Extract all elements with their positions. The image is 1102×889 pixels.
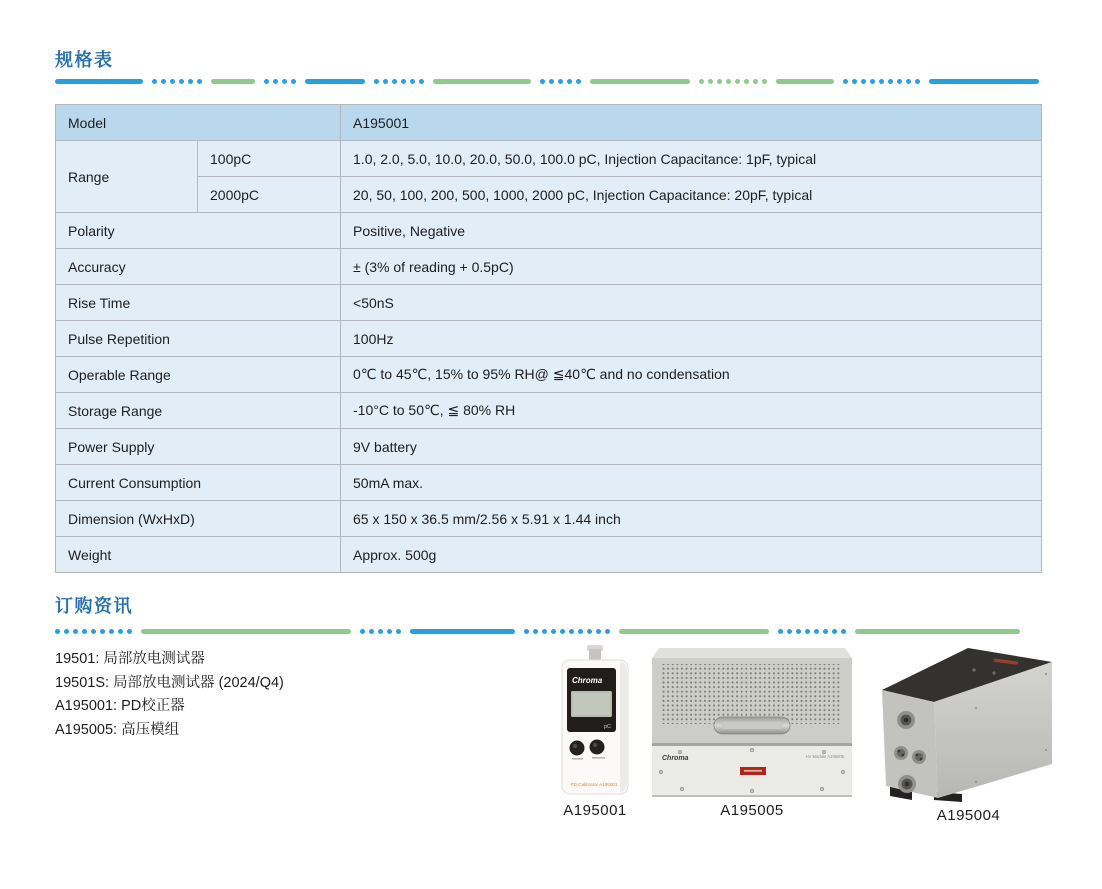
separator-dot xyxy=(549,79,554,84)
separator-dot xyxy=(906,79,911,84)
separator-dot xyxy=(383,79,388,84)
separator-dash xyxy=(55,79,143,84)
separator-dot xyxy=(378,629,383,634)
separator-dot xyxy=(264,79,269,84)
separator-dot xyxy=(567,79,572,84)
spec-label-cell: Operable Range xyxy=(56,357,341,393)
spec-value-cell: <50nS xyxy=(341,285,1042,321)
spec-label-cell: Polarity xyxy=(56,213,341,249)
separator-dot xyxy=(82,629,87,634)
separator-dot xyxy=(118,629,123,634)
separator-dots xyxy=(699,79,767,84)
separator-dots xyxy=(374,79,424,84)
separator-dots xyxy=(540,79,581,84)
separator-dot xyxy=(558,79,563,84)
separator-dot xyxy=(188,79,193,84)
separator-dot xyxy=(396,629,401,634)
separator-dot xyxy=(401,79,406,84)
separator-dot xyxy=(699,79,704,84)
separator-dot xyxy=(814,629,819,634)
separator-dot xyxy=(762,79,767,84)
separator-dot xyxy=(852,79,857,84)
spec-label-cell: Storage Range xyxy=(56,393,341,429)
separator-dots xyxy=(360,629,401,634)
separator-dot xyxy=(708,79,713,84)
spec-value-cell: ± (3% of reading + 0.5pC) xyxy=(341,249,1042,285)
spec-table-row xyxy=(56,177,1042,213)
separator-dash xyxy=(776,79,834,84)
spec-table-row xyxy=(56,429,1042,465)
product-image-a195001 xyxy=(548,645,642,797)
spec-table-row xyxy=(56,357,1042,393)
separator-dash xyxy=(855,629,1020,634)
separator-dot xyxy=(744,79,749,84)
separator-dot xyxy=(152,79,157,84)
ordering-item: A195001: PD校正器 xyxy=(55,698,185,714)
spec-table-body xyxy=(56,105,1042,573)
separator-dot xyxy=(843,79,848,84)
decorative-separator xyxy=(55,78,1041,84)
spec-table-row xyxy=(56,393,1042,429)
spec-label-cell: Current Consumption xyxy=(56,465,341,501)
spec-table-row xyxy=(56,465,1042,501)
separator-dot xyxy=(753,79,758,84)
separator-dot xyxy=(419,79,424,84)
spec-label-cell: Model xyxy=(56,105,341,141)
spec-value-cell: 65 x 150 x 36.5 mm/2.56 x 5.91 x 1.44 inch xyxy=(341,501,1042,537)
separator-dots xyxy=(152,79,202,84)
separator-dot xyxy=(55,629,60,634)
spec-value-cell: 50mA max. xyxy=(341,465,1042,501)
separator-dot xyxy=(542,629,547,634)
separator-dot xyxy=(291,79,296,84)
separator-dot xyxy=(578,629,583,634)
product-figure-a195004 xyxy=(876,640,1061,824)
separator-dot xyxy=(170,79,175,84)
ordering-item: 19501: 局部放电测试器 xyxy=(55,651,205,667)
separator-dots xyxy=(524,629,610,634)
separator-dot xyxy=(197,79,202,84)
separator-dash xyxy=(305,79,365,84)
separator-dot xyxy=(540,79,545,84)
spec-label-cell: Rise Time xyxy=(56,285,341,321)
ordering-section-title: 订购资讯 xyxy=(55,596,133,616)
separator-dot xyxy=(717,79,722,84)
spec-table-row xyxy=(56,105,1042,141)
spec-table-row xyxy=(56,285,1042,321)
separator-dot xyxy=(870,79,875,84)
separator-dot xyxy=(127,629,132,634)
ordering-item: A195005: 高压模组 xyxy=(55,721,180,738)
decorative-separator xyxy=(55,628,1041,634)
separator-dot xyxy=(524,629,529,634)
product-image-a195004 xyxy=(876,640,1061,802)
panel-model-text: HV Module A195005 xyxy=(805,754,844,759)
spec-label-cell: Weight xyxy=(56,537,341,573)
separator-dot xyxy=(64,629,69,634)
product-figure-a195001 xyxy=(548,645,642,819)
separator-dot xyxy=(369,629,374,634)
spec-subrange-cell: 2000pC xyxy=(198,177,341,213)
separator-dot xyxy=(587,629,592,634)
separator-dash xyxy=(619,629,769,634)
separator-dot xyxy=(897,79,902,84)
separator-dot xyxy=(161,79,166,84)
separator-dash xyxy=(211,79,255,84)
separator-dot xyxy=(596,629,601,634)
spec-value-cell: 0℃ to 45℃, 15% to 95% RH@ ≦40℃ and no condensation xyxy=(341,357,1042,393)
spec-table xyxy=(55,104,1042,573)
spec-value-cell: -10°C to 50℃, ≦ 80% RH xyxy=(341,393,1042,429)
spec-table-row xyxy=(56,249,1042,285)
spec-table-row xyxy=(56,321,1042,357)
separator-dot xyxy=(787,629,792,634)
spec-section-title: 规格表 xyxy=(55,50,114,70)
separator-dot xyxy=(888,79,893,84)
separator-dot xyxy=(796,629,801,634)
separator-dot xyxy=(832,629,837,634)
separator-dot xyxy=(735,79,740,84)
separator-dot xyxy=(805,629,810,634)
spec-table-row xyxy=(56,141,1042,177)
spec-label-cell: Range xyxy=(56,141,198,213)
spec-subrange-cell: 100pC xyxy=(198,141,341,177)
spec-value-cell: 100Hz xyxy=(341,321,1042,357)
spec-value-cell: 20, 50, 100, 200, 500, 1000, 2000 pC, Injection Capacitance: 20pF, typical xyxy=(341,177,1042,213)
separator-dash xyxy=(590,79,690,84)
separator-dash xyxy=(433,79,531,84)
spec-table-row xyxy=(56,501,1042,537)
separator-dot xyxy=(560,629,565,634)
separator-dot xyxy=(823,629,828,634)
product-label-a195005: A195005 xyxy=(720,802,784,819)
separator-dash xyxy=(141,629,351,634)
spec-label-cell: Accuracy xyxy=(56,249,341,285)
separator-dot xyxy=(778,629,783,634)
spec-table-row xyxy=(56,537,1042,573)
separator-dot xyxy=(861,79,866,84)
product-figure-a195005 xyxy=(652,648,852,819)
separator-dot xyxy=(576,79,581,84)
separator-dot xyxy=(410,79,415,84)
product-image-a195005 xyxy=(652,648,852,797)
brand-logo-text: Chroma xyxy=(572,676,603,685)
separator-dot xyxy=(282,79,287,84)
separator-dot xyxy=(179,79,184,84)
spec-label-cell: Power Supply xyxy=(56,429,341,465)
separator-dot xyxy=(915,79,920,84)
spec-value-cell: 1.0, 2.0, 5.0, 10.0, 20.0, 50.0, 100.0 pC, Injection Capacitance: 1pF, typical xyxy=(341,141,1042,177)
separator-dot xyxy=(392,79,397,84)
separator-dot xyxy=(841,629,846,634)
brand-logo-text: Chroma xyxy=(662,755,689,762)
separator-dot xyxy=(73,629,78,634)
separator-dot xyxy=(879,79,884,84)
spec-table-row xyxy=(56,213,1042,249)
spec-value-cell: A195001 xyxy=(341,105,1042,141)
separator-dots xyxy=(778,629,846,634)
separator-dot xyxy=(387,629,392,634)
spec-value-cell: Approx. 500g xyxy=(341,537,1042,573)
separator-dash xyxy=(410,629,515,634)
spec-label-cell: Pulse Repetition xyxy=(56,321,341,357)
separator-dot xyxy=(91,629,96,634)
ordering-item: 19501S: 局部放电测试器 (2024/Q4) xyxy=(55,674,284,691)
separator-dot xyxy=(569,629,574,634)
separator-dot xyxy=(551,629,556,634)
separator-dot xyxy=(360,629,365,634)
separator-dash xyxy=(929,79,1039,84)
device-caption-text: PD Calibrator A195001 xyxy=(570,782,618,787)
product-label-a195001: A195001 xyxy=(563,802,627,819)
separator-dot xyxy=(109,629,114,634)
separator-dots xyxy=(55,629,132,634)
ordering-list xyxy=(55,648,284,742)
spec-value-cell: 9V battery xyxy=(341,429,1042,465)
separator-dot xyxy=(374,79,379,84)
separator-dots xyxy=(843,79,920,84)
separator-dot xyxy=(726,79,731,84)
screen-unit-text: pC xyxy=(603,724,611,730)
separator-dot xyxy=(605,629,610,634)
separator-dots xyxy=(264,79,296,84)
separator-dot xyxy=(533,629,538,634)
spec-label-cell: Dimension (WxHxD) xyxy=(56,501,341,537)
product-label-a195004: A195004 xyxy=(936,807,1001,824)
separator-dot xyxy=(273,79,278,84)
separator-dot xyxy=(100,629,105,634)
spec-value-cell: Positive, Negative xyxy=(341,213,1042,249)
